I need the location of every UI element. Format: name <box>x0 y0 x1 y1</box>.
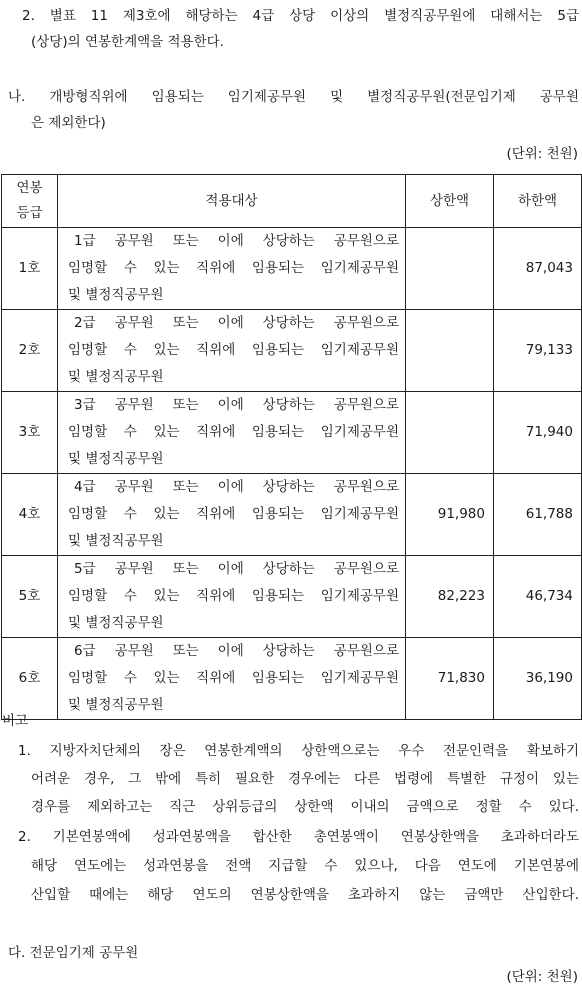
target-line: 임명할 수 있는 직위에 임용되는 임기제공무원 <box>68 588 399 604</box>
remark-2-line1: 2. 기본연봉액에 성과연봉액을 합산한 총연봉액이 연봉상한액을 초과하더라도 <box>18 829 579 845</box>
grade-cell: 4호 <box>2 474 58 556</box>
item2-line2: (상당)의 연봉한계액을 적용한다. <box>31 34 224 50</box>
header-grade-line1: 연봉 <box>16 180 43 196</box>
header-grade-line2: 등급 <box>16 205 43 221</box>
upper-cell <box>406 310 494 392</box>
upper-cell: 91,980 <box>406 474 494 556</box>
grade-cell: 5호 <box>2 556 58 638</box>
target-cell <box>58 474 406 556</box>
table-header-row <box>2 175 582 228</box>
salary-limit-table <box>1 174 582 720</box>
target-cell <box>58 392 406 474</box>
target-line: 및 별정직공무원 <box>68 369 164 385</box>
target-cell <box>58 310 406 392</box>
target-line: 4급 공무원 또는 이에 상당하는 공무원으로 <box>74 479 399 495</box>
header-upper: 상한액 <box>406 175 494 228</box>
target-line: 임명할 수 있는 직위에 임용되는 임기제공무원 <box>68 342 399 358</box>
table-row <box>2 474 582 556</box>
header-grade <box>2 175 58 228</box>
grade-cell: 2호 <box>2 310 58 392</box>
table-row <box>2 556 582 638</box>
target-line: 및 별정직공무원 <box>68 615 164 631</box>
target-line: 및 별정직공무원 <box>68 533 164 549</box>
table-row <box>2 392 582 474</box>
target-cell <box>58 638 406 720</box>
lower-cell: 79,133 <box>494 310 582 392</box>
target-line: 임명할 수 있는 직위에 임용되는 임기제공무원 <box>68 670 399 686</box>
target-line: 및 별정직공무원 <box>68 697 164 713</box>
section-c-unit-label: (단위: 천원) <box>506 969 578 985</box>
section-c-title: 다. 전문임기제 공무원 <box>8 945 139 961</box>
remark-2-line2: 해당 연도에는 성과연봉을 전액 지급할 수 있으나, 다음 연도에 기본연봉에 <box>31 858 579 874</box>
remark-2-line3: 산입할 때에는 해당 연도의 연봉상한액을 초과하지 않는 금액만 산입한다. <box>31 887 579 903</box>
lower-cell: 36,190 <box>494 638 582 720</box>
target-line: 1급 공무원 또는 이에 상당하는 공무원으로 <box>74 233 399 249</box>
target-line: 2급 공무원 또는 이에 상당하는 공무원으로 <box>74 315 399 331</box>
upper-cell: 82,223 <box>406 556 494 638</box>
target-line: 3급 공무원 또는 이에 상당하는 공무원으로 <box>74 397 399 413</box>
unit-label: (단위: 천원) <box>506 146 578 162</box>
header-target: 적용대상 <box>58 175 406 228</box>
upper-cell: 71,830 <box>406 638 494 720</box>
section-b-line2: 은 제외한다) <box>31 115 106 131</box>
lower-cell: 61,788 <box>494 474 582 556</box>
target-line: 임명할 수 있는 직위에 임용되는 임기제공무원 <box>68 424 399 440</box>
target-line: 6급 공무원 또는 이에 상당하는 공무원으로 <box>74 643 399 659</box>
target-line: 5급 공무원 또는 이에 상당하는 공무원으로 <box>74 561 399 577</box>
lower-cell: 46,734 <box>494 556 582 638</box>
table-row <box>2 638 582 720</box>
upper-cell <box>406 392 494 474</box>
header-lower: 하한액 <box>494 175 582 228</box>
grade-cell: 3호 <box>2 392 58 474</box>
lower-cell: 87,043 <box>494 228 582 310</box>
target-line: 및 별정직공무원 <box>68 451 164 467</box>
grade-cell: 1호 <box>2 228 58 310</box>
lower-cell: 71,940 <box>494 392 582 474</box>
remark-1-line3: 경우를 제외하고는 직근 상위등급의 상한액 이내의 금액으로 정할 수 있다. <box>31 799 579 815</box>
target-cell <box>58 556 406 638</box>
target-line: 및 별정직공무원 <box>68 287 164 303</box>
target-line: 임명할 수 있는 직위에 임용되는 임기제공무원 <box>68 506 399 522</box>
item2-line1: 2. 별표 11 제3호에 해당하는 4급 상당 이상의 별정직공무원에 대해서는 5급 <box>22 8 579 24</box>
grade-cell: 6호 <box>2 638 58 720</box>
table-row <box>2 228 582 310</box>
remark-1-line2: 어려운 경우, 그 밖에 특히 필요한 경우에는 다른 법령에 특별한 규정이 있는 <box>31 771 579 787</box>
target-line: 임명할 수 있는 직위에 임용되는 임기제공무원 <box>68 260 399 276</box>
section-b-line1: 나. 개방형직위에 임용되는 임기제공무원 및 별정직공무원(전문임기제 공무원 <box>8 89 579 105</box>
remark-1-line1: 1. 지방자치단체의 장은 연봉한계액의 상한액으로는 우수 전문인력을 확보하기 <box>18 743 579 759</box>
remarks-title: 비고 <box>2 713 29 729</box>
upper-cell <box>406 228 494 310</box>
target-cell <box>58 228 406 310</box>
table-row <box>2 310 582 392</box>
